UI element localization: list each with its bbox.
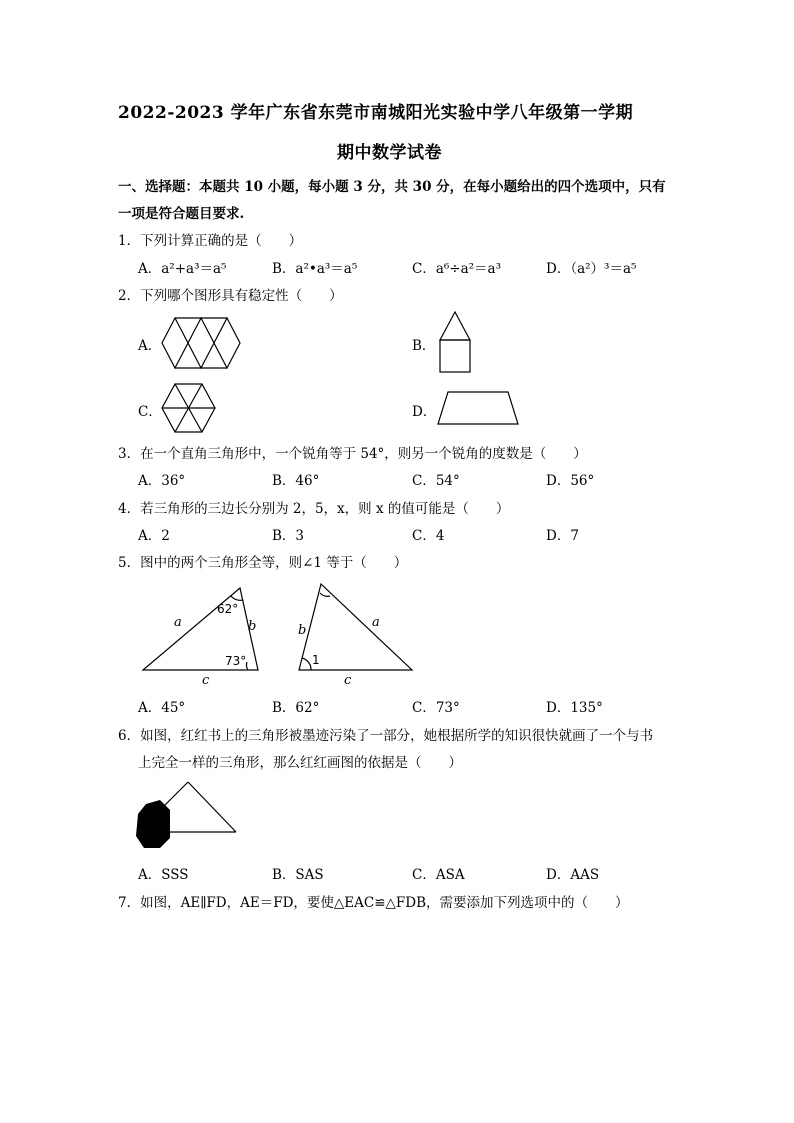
q3-option-b[interactable]: B．46° xyxy=(272,473,320,489)
q2-option-d[interactable]: D． xyxy=(412,404,437,420)
q5-option-c[interactable]: C．73° xyxy=(412,700,460,716)
house-shape-icon xyxy=(438,310,474,376)
left-triangle-figure xyxy=(140,580,265,690)
hexagon-triangulated-icon xyxy=(160,382,218,434)
q4-option-a[interactable]: A．2 xyxy=(138,528,170,544)
right-triangle-figure xyxy=(296,580,416,690)
angle-62-label: 62° xyxy=(217,602,239,616)
page-title: 2022-2023 学年广东省东莞市南城阳光实验中学八年级第一学期 xyxy=(118,103,634,123)
section-header-line1: 一、选择题：本题共 10 小题，每小题 3 分，共 30 分，在每小题给出的四个选项中，只有 xyxy=(118,179,666,195)
q1-option-d[interactable]: D．（a²）³＝a⁵ xyxy=(546,261,637,277)
q2-option-b[interactable]: B． xyxy=(412,338,436,354)
right-side-c-label: c xyxy=(344,673,352,688)
q1-option-c[interactable]: C．a⁶÷a²＝a³ xyxy=(412,261,502,277)
q2-option-c[interactable]: C． xyxy=(138,404,162,420)
q5-option-b[interactable]: B．62° xyxy=(272,700,320,716)
ink-blot-shape xyxy=(136,800,170,848)
left-side-c-label: c xyxy=(202,673,210,688)
angle-73-label: 73° xyxy=(225,654,247,668)
q4-option-c[interactable]: C．4 xyxy=(412,528,445,544)
q6-option-a[interactable]: A．SSS xyxy=(138,867,189,883)
question-5-stem: 5．图中的两个三角形全等，则∠1 等于（ ） xyxy=(118,555,408,571)
q2-option-a[interactable]: A． xyxy=(138,338,162,354)
left-side-b-label: b xyxy=(248,619,257,634)
question-4-stem: 4．若三角形的三边长分别为 2，5，x，则 x 的值可能是（ ） xyxy=(118,501,510,517)
question-6-stem-line2: 上完全一样的三角形，那么红红画图的依据是（ ） xyxy=(138,755,462,771)
q6-option-b[interactable]: B．SAS xyxy=(272,867,324,883)
section-header-line2: 一项是符合题目要求. xyxy=(118,206,245,222)
question-1-stem: 1．下列计算正确的是（ ） xyxy=(118,233,303,249)
q3-option-c[interactable]: C．54° xyxy=(412,473,460,489)
q6-option-d[interactable]: D．AAS xyxy=(546,867,600,883)
left-side-a-label: a xyxy=(174,615,182,630)
q3-option-d[interactable]: D．56° xyxy=(546,473,595,489)
trapezoid-icon xyxy=(436,390,522,426)
right-side-a-label: a xyxy=(372,615,380,630)
q4-option-b[interactable]: B．3 xyxy=(272,528,305,544)
q3-option-a[interactable]: A．36° xyxy=(138,473,186,489)
three-rhombus-icon xyxy=(160,316,250,370)
q6-option-c[interactable]: C．ASA xyxy=(412,867,465,883)
question-7-stem: 7．如图，AE∥FD，AE＝FD，要使△EAC≌△FDB，需要添加下列选项中的（ ） xyxy=(118,895,629,911)
page-subtitle: 期中数学试卷 xyxy=(337,143,442,163)
q1-option-a[interactable]: A．a²+a³＝a⁵ xyxy=(138,261,227,277)
angle-1-label: 1 xyxy=(312,653,320,667)
q1-option-b[interactable]: B．a²•a³＝a⁵ xyxy=(272,261,358,277)
question-2-stem: 2．下列哪个图形具有稳定性（ ） xyxy=(118,288,343,304)
q4-option-d[interactable]: D．7 xyxy=(546,528,579,544)
ink-stained-triangle-figure xyxy=(136,780,242,854)
question-6-stem-line1: 6．如图，红红书上的三角形被墨迹污染了一部分，她根据所学的知识很快就画了一个与书 xyxy=(118,728,654,744)
q5-option-d[interactable]: D．135° xyxy=(546,700,603,716)
question-3-stem: 3．在一个直角三角形中，一个锐角等于 54°，则另一个锐角的度数是（ ） xyxy=(118,446,587,462)
right-side-b-label: b xyxy=(298,623,307,638)
q5-option-a[interactable]: A．45° xyxy=(138,700,186,716)
